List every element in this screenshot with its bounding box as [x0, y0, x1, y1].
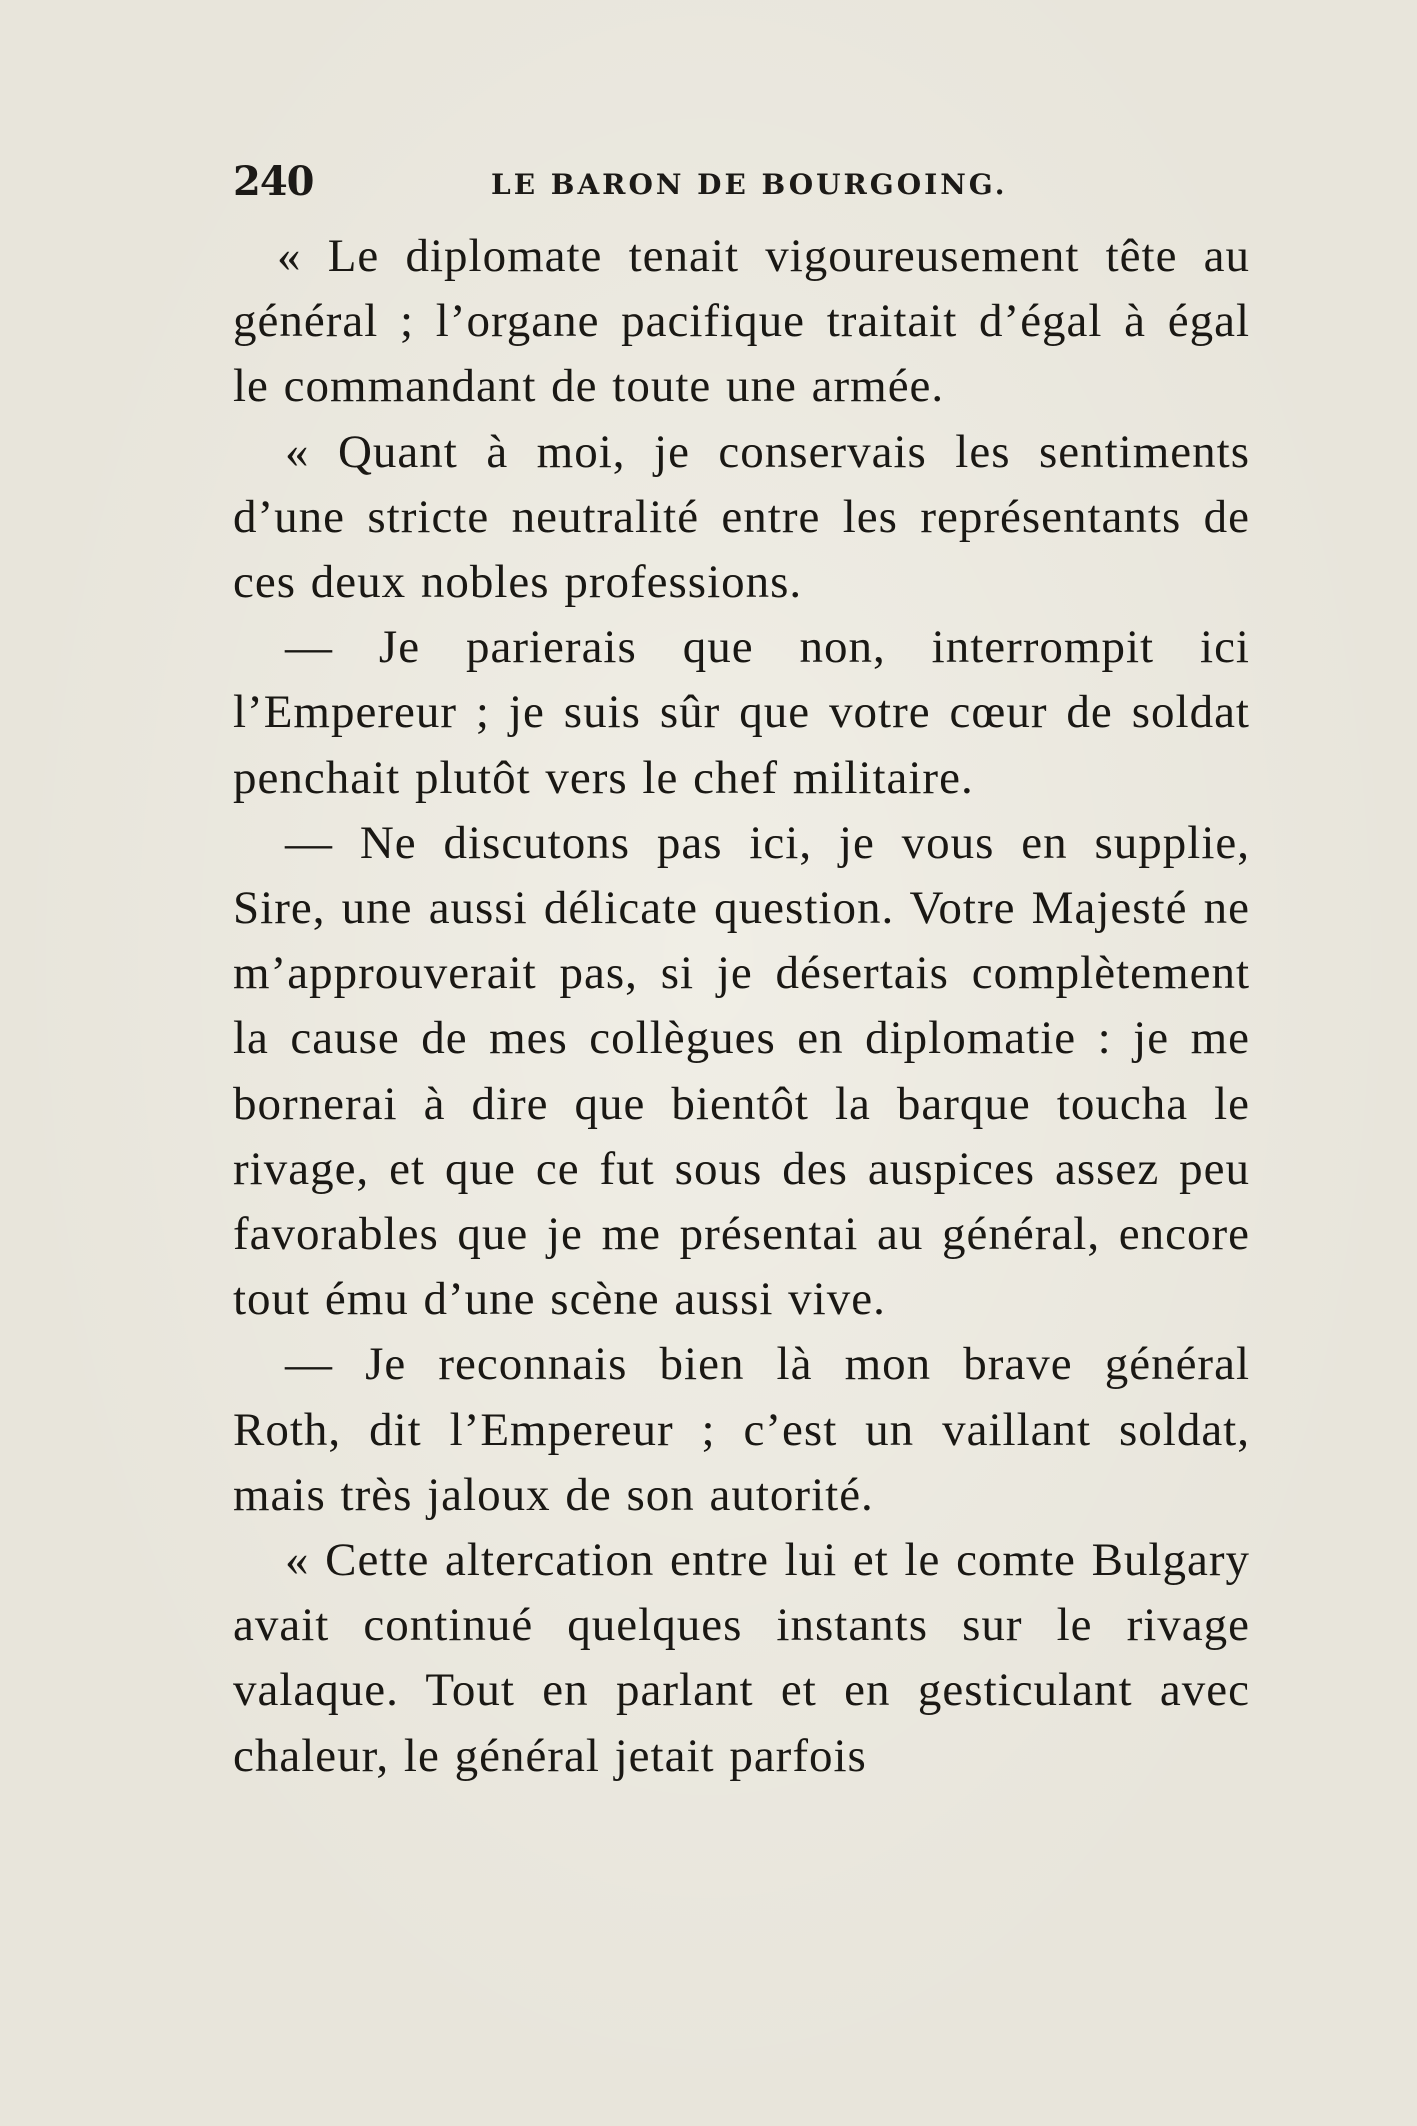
paragraph: « Quant à moi, je conservais les sentiments d’une stricte neutralité entre les représentants de ces deux nobles professions.	[233, 425, 1250, 609]
paragraph: « Le diplomate tenait vigoureusement tête au général ; l’organe pacifique traitait d’égal à égal le commandant de toute une armée.	[233, 230, 1250, 413]
paragraph: — Ne discutons pas ici, je vous en supplie, Sire, une aussi délicate question. Votre Majesté ne m’approuverait pas, si je désertais complètement la cause de mes collègues en diplomatie : je me bornerai à dire que bientôt la barque toucha le rivage, et que ce fut sous des auspices assez peu favorables que je me présentai au général, encore tout ému d’une scène aussi vive.	[233, 816, 1250, 1326]
paragraph: « Cette altercation entre lui et le comte Bulgary avait continué quelques instants sur le rivage valaque. Tout en parlant et en gesticulant avec chaleur, le général jetait parfois	[233, 1534, 1250, 1782]
page-header	[233, 158, 1253, 208]
running-head: LE BARON DE BOURGOING.	[491, 168, 1008, 201]
paragraph: — Je reconnais bien là mon brave général Roth, dit l’Empereur ; c’est un vaillant soldat, mais très jaloux de son autorité.	[233, 1338, 1250, 1521]
page-number: 240	[233, 158, 314, 205]
paragraph: — Je parierais que non, interrompit ici l’Empereur ; je suis sûr que votre cœur de soldat penchait plutôt vers le chef militaire.	[233, 621, 1250, 804]
body-text	[233, 224, 1250, 1789]
